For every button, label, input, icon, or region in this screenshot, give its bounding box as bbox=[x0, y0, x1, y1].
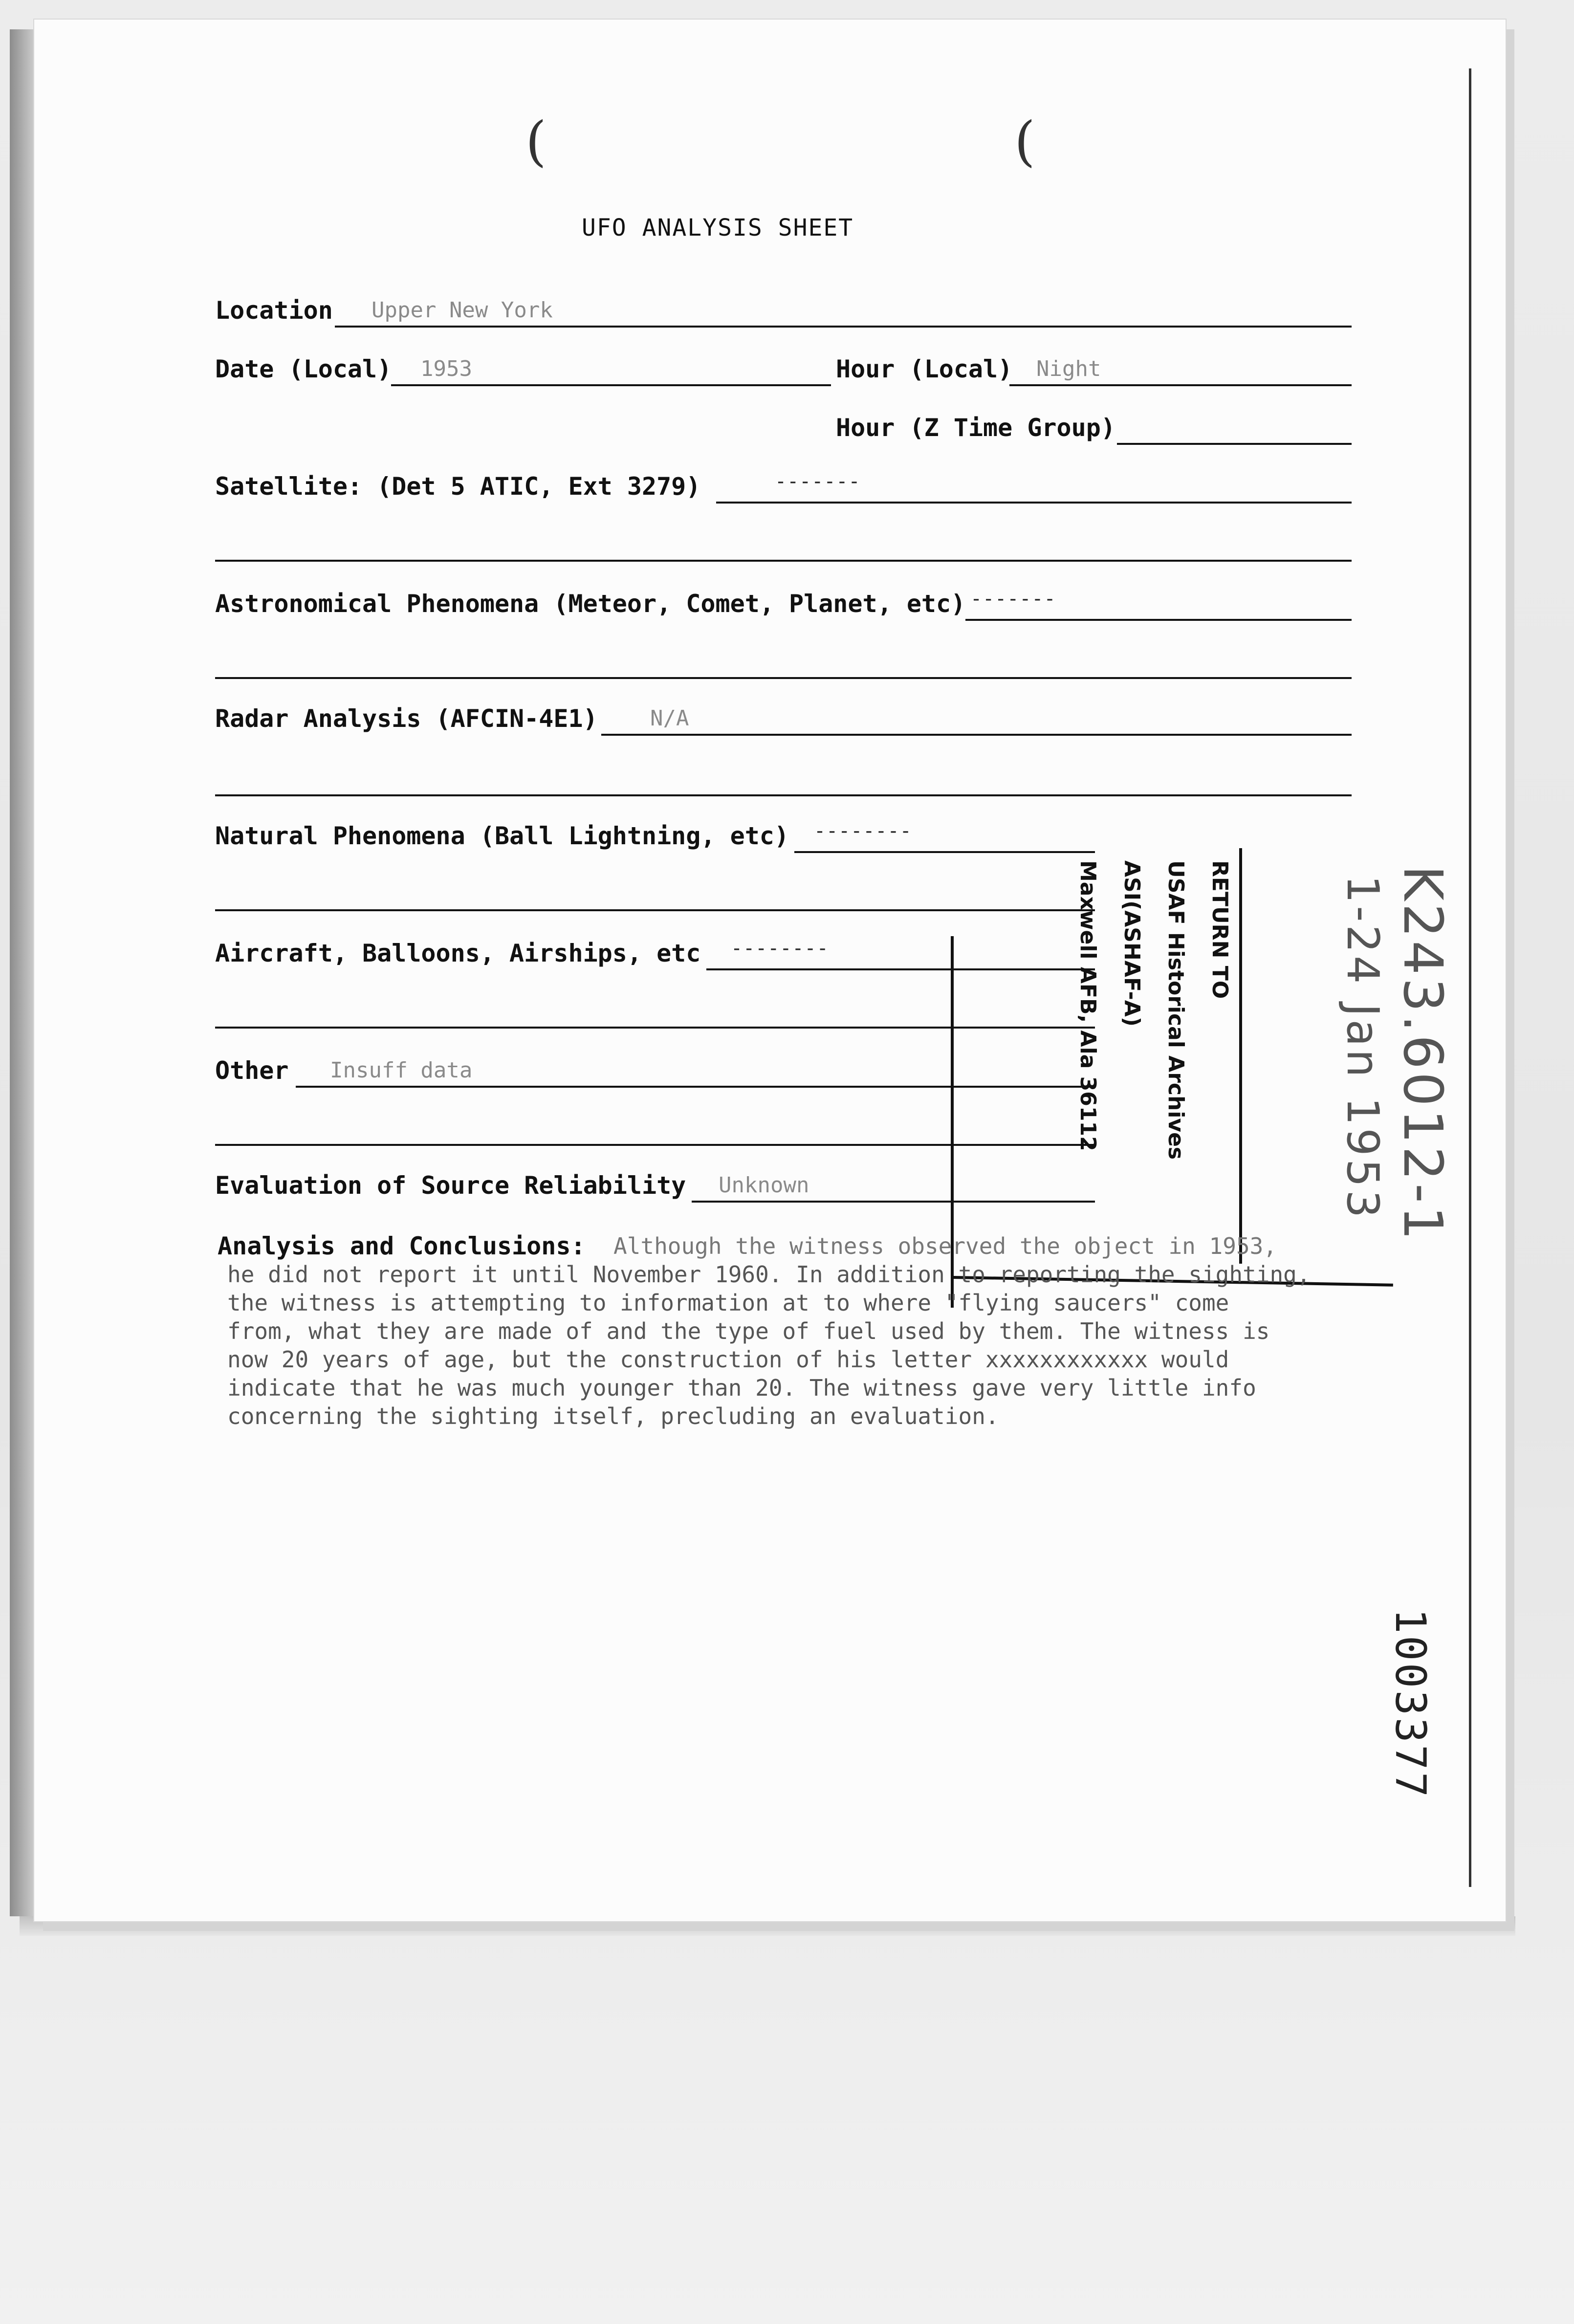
blank-line-3 bbox=[215, 794, 1352, 796]
radar-label: Radar Analysis (AFCIN-4E1) bbox=[215, 704, 598, 733]
analysis-line-2: the witness is attempting to information at to where "flying saucers" come bbox=[227, 1290, 1229, 1316]
hour-local-line bbox=[1009, 384, 1352, 386]
analysis-line-4: now 20 years of age, but the construction of his letter xxxxxxxxxxxx would bbox=[227, 1346, 1229, 1373]
satellite-row bbox=[215, 470, 1352, 504]
analysis-line-6: concerning the sighting itself, precluding an evaluation. bbox=[227, 1403, 999, 1429]
right-edge-rule bbox=[1469, 68, 1471, 1887]
analysis-first-line: Although the witness observed the object in 1953, bbox=[613, 1233, 1277, 1259]
natural-value: -------- bbox=[814, 820, 912, 842]
astronomical-label: Astronomical Phenomena (Meteor, Comet, Planet, etc) bbox=[215, 590, 966, 618]
punch-mark-right: ( bbox=[1014, 110, 1035, 173]
location-value: Upper New York bbox=[372, 298, 553, 323]
analysis-label: Analysis and Conclusions: bbox=[218, 1232, 586, 1260]
date-row bbox=[215, 357, 1352, 386]
reliability-value: Unknown bbox=[719, 1173, 809, 1198]
document-number: 1003377 bbox=[1386, 1608, 1435, 1799]
hour-z-label: Hour (Z Time Group) bbox=[836, 414, 1115, 442]
date-label: Date (Local) bbox=[215, 355, 392, 383]
aircraft-label: Aircraft, Balloons, Airships, etc bbox=[215, 939, 701, 967]
date-line bbox=[391, 384, 831, 386]
handwritten-catalog-number: K243.6012-1 bbox=[1392, 865, 1454, 1243]
aircraft-value: -------- bbox=[731, 937, 829, 960]
left-film-shadow bbox=[10, 29, 33, 1916]
analysis-line-5: indicate that he was much younger than 20. The witness gave very little info bbox=[227, 1375, 1256, 1401]
stamp-line-4: Maxwell AFB, Ala 36112 bbox=[1075, 860, 1100, 1151]
stamp-line-1: RETURN TO bbox=[1207, 860, 1232, 999]
location-row bbox=[215, 298, 1352, 328]
hour-z-line bbox=[1117, 443, 1352, 445]
archive-stamp bbox=[1066, 860, 1242, 1160]
handwritten-date-range: 1-24 Jan 1953 bbox=[1337, 875, 1388, 1221]
analysis-line-1: he did not report it until November 1960. In addition to reporting the sighting, bbox=[227, 1261, 1311, 1288]
blank-line-1 bbox=[215, 560, 1352, 562]
hour-local-label: Hour (Local) bbox=[836, 355, 1013, 383]
analysis-line-3: from, what they are made of and the type of fuel used by them. The witness is bbox=[227, 1318, 1270, 1344]
stamp-line-3: ASI(ASHAF-A) bbox=[1119, 860, 1144, 1027]
hour-z-row bbox=[836, 416, 1352, 445]
stamp-line-2: USAF Historical Archives bbox=[1163, 860, 1188, 1160]
location-label: Location bbox=[215, 296, 333, 325]
radar-row bbox=[215, 706, 1352, 736]
astronomical-row bbox=[215, 588, 1352, 621]
blank-line-4 bbox=[215, 909, 1095, 911]
natural-line bbox=[794, 851, 1095, 853]
date-value: 1953 bbox=[420, 356, 472, 381]
other-value: Insuff data bbox=[330, 1058, 473, 1083]
natural-label: Natural Phenomena (Ball Lightning, etc) bbox=[215, 822, 789, 850]
natural-row bbox=[215, 820, 1095, 853]
page-title: UFO ANALYSIS SHEET bbox=[582, 214, 854, 241]
blank-line-2 bbox=[215, 677, 1352, 679]
hour-local-value: Night bbox=[1036, 356, 1101, 381]
other-label: Other bbox=[215, 1056, 289, 1085]
radar-line bbox=[601, 734, 1352, 736]
astronomical-line bbox=[965, 619, 1352, 621]
satellite-value: ------- bbox=[775, 470, 861, 493]
reliability-label: Evaluation of Source Reliability bbox=[215, 1171, 686, 1200]
location-line bbox=[335, 326, 1352, 328]
satellite-line bbox=[716, 502, 1352, 504]
satellite-label: Satellite: (Det 5 ATIC, Ext 3279) bbox=[215, 472, 701, 501]
radar-value: N/A bbox=[650, 706, 689, 731]
punch-mark-left: ( bbox=[525, 110, 547, 173]
astronomical-value: ------- bbox=[970, 588, 1056, 610]
